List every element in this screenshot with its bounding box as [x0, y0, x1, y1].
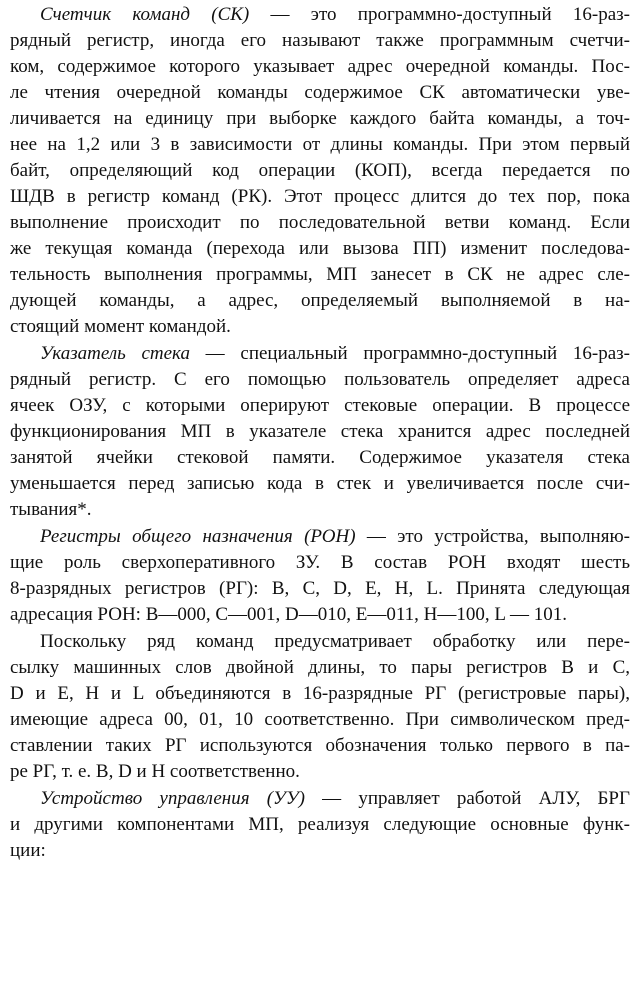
- text-line: ком, содержимое которого указывает адрес очередной команды. Пос-: [10, 56, 630, 77]
- text-line: [40, 2, 630, 28]
- text-line: щие роль сверхоперативного ЗУ. В состав РОН входят шесть: [10, 552, 630, 573]
- line-text: — это программно-доступный 16-раз-: [249, 4, 630, 25]
- text-line: уменьшается перед записью кода в стек и увеличивается после счи-: [10, 473, 630, 494]
- text-line: рядный регистр, иногда его называют также программным счетчи-: [10, 30, 630, 51]
- text-line: [40, 524, 630, 550]
- text-line: Поскольку ряд команд предусматривает обработку или пере-: [40, 631, 630, 652]
- text-line: [40, 341, 630, 367]
- text-line: ле чтения очередной команды содержимое СК автоматически уве-: [10, 82, 630, 103]
- text-line: же текущая команда (перехода или вызова ПП) изменит последова-: [10, 238, 630, 259]
- text-line: рядный регистр. С его помощью пользователь определяет адреса: [10, 369, 630, 390]
- text-line: ШДВ в регистр команд (РК). Этот процесс длится до тех пор, пока: [10, 186, 630, 207]
- text-line: байт, определяющий код операции (КОП), всегда передается по: [10, 160, 630, 181]
- text-line: личивается на единицу при выборке каждого байта команды, а точ-: [10, 108, 630, 129]
- line-text: — это устройства, выполняю-: [355, 526, 630, 547]
- text-line: [40, 786, 630, 812]
- text-line: выполнение происходит по последовательной ветви команд. Если: [10, 212, 630, 233]
- text-line: занятой ячейки стековой памяти. Содержимое указателя стека: [10, 447, 630, 468]
- text-line: функционирования МП в указателе стека хранится адрес последней: [10, 421, 630, 442]
- line-text: — управляет работой АЛУ, БРГ: [304, 788, 630, 809]
- line-text: — специальный программно-доступный 16-раз-: [189, 343, 630, 364]
- text-line: нее на 1,2 или 3 в зависимости от длины команды. При этом первый: [10, 134, 630, 155]
- term: Устройство управления (УУ): [40, 788, 305, 809]
- text-line: имеющие адреса 00, 01, 10 соответственно. При символическом пред-: [10, 709, 630, 730]
- text-line: стоящий момент командой.: [10, 316, 231, 337]
- text-line: тельность выполнения программы, МП занесет в СК не адрес сле-: [10, 264, 630, 285]
- text-line: ставлении таких РГ используются обозначения только первого в па-: [10, 735, 630, 756]
- text-line: 8-разрядных регистров (РГ): B, C, D, E, H, L. Принята следующая: [10, 578, 630, 599]
- text-line: ции:: [10, 840, 46, 861]
- text-line: ячеек ОЗУ, с которыми оперируют стековые операции. В процессе: [10, 395, 630, 416]
- text-line: D и E, H и L объединяются в 16-разрядные РГ (регистровые пары),: [10, 683, 630, 704]
- text-line: ре РГ, т. е. B, D и H соответственно.: [10, 761, 300, 782]
- text-line: дующей команды, а адрес, определяемый выполняемой в на-: [10, 290, 630, 311]
- text-line: и другими компонентами МП, реализуя следующие основные функ-: [10, 814, 630, 835]
- term: Указатель стека: [40, 343, 190, 364]
- term: Регистры общего назначения (РОН): [40, 526, 356, 547]
- text-line: сылку машинных слов двойной длины, то пары регистров B и C,: [10, 657, 630, 678]
- text-line: адресация РОН: B—000, C—001, D—010, E—011, H—100, L — 101.: [10, 604, 568, 625]
- text-line: тывания*.: [10, 499, 92, 520]
- term: Счетчик команд (СК): [40, 4, 250, 25]
